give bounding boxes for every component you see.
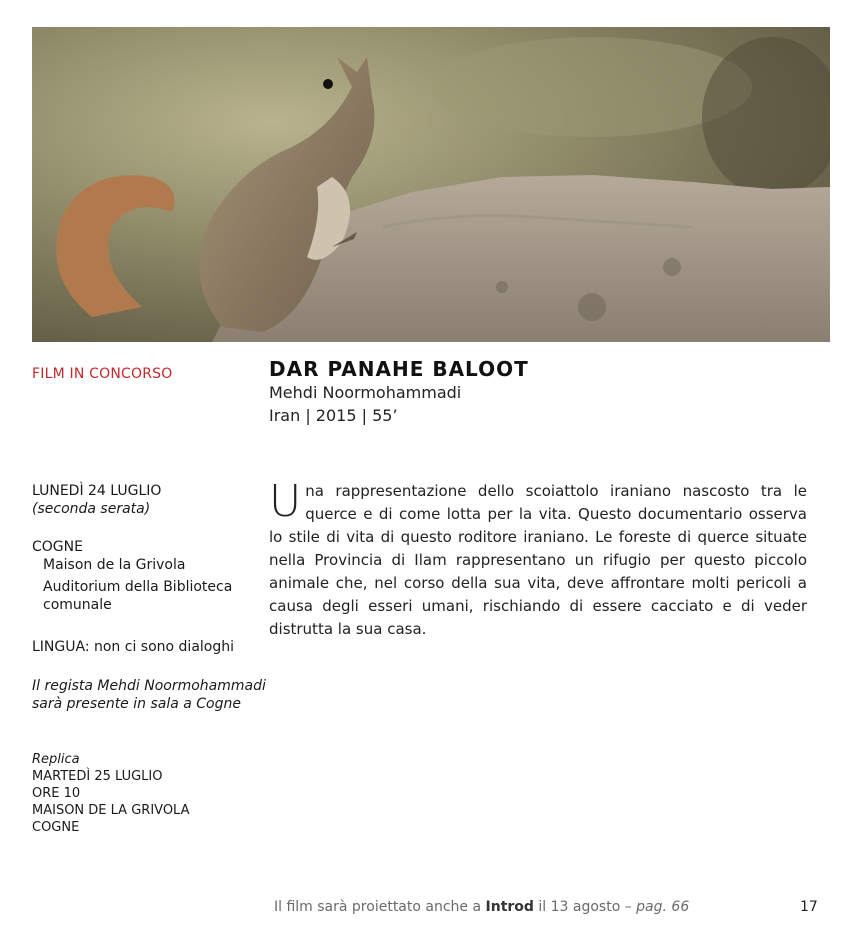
film-description [269,476,807,641]
director-note [32,677,266,713]
film-title: DAR PANAHE BALOOT [269,357,529,381]
venue-name-1: Maison de la Grivola [43,557,186,573]
screening-date: LUNEDÌ 24 LUGLIO [32,483,162,499]
replica-town: COGNE [32,820,80,835]
page-number: 17 [800,899,818,915]
film-director: Mehdi Noormohammadi [269,383,462,402]
venue-name-2b: comunale [43,597,112,613]
screening-date-block [32,482,161,518]
replica-venue: MAISON DE LA GRIVOLA [32,803,190,818]
replica-block [32,751,189,836]
footer-pre: Il film sarà proiettato anche a [274,899,486,915]
footer-place: Introd [485,899,534,915]
footer-page-ref: pag. 66 [636,899,690,915]
film-still-photo [32,27,830,342]
footer-mid: il 13 agosto – [533,899,637,915]
film-meta: Iran | 2015 | 55’ [269,406,398,425]
screening-session: (seconda serata) [32,501,151,517]
director-note-line-1: Il regista Mehdi Noormohammadi [32,678,266,694]
venue-town: COGNE [32,539,83,555]
director-note-line-2: sarà presente in sala a Cogne [32,696,241,712]
footer-note [274,899,689,915]
language-info [32,638,234,656]
description-text: na rappresentazione dello scoiattolo iraniano nascosto tra le querce e di come lotta per la vita. Questo documentario osserva lo stile di vita di questo roditore iraniano. Le foreste di querce situate nella Provincia di Ilam rappresentano un rifugio per questo piccolo animale che, nel corso della sua vita, deve affrontare molti pericoli a causa degli esseri umani, rischiando di essere cacciato e di veder distrutta la sua casa. [269,482,807,638]
replica-label: Replica [32,752,80,767]
venue-block [32,538,232,614]
language-text: LINGUA: non ci sono dialoghi [32,639,235,655]
drop-cap: U [269,476,302,527]
category-label: FILM IN CONCORSO [32,366,173,382]
replica-time: ORE 10 [32,786,81,801]
replica-date: MARTEDÌ 25 LUGLIO [32,769,163,784]
venue-name-2a: Auditorium della Biblioteca [43,579,233,595]
